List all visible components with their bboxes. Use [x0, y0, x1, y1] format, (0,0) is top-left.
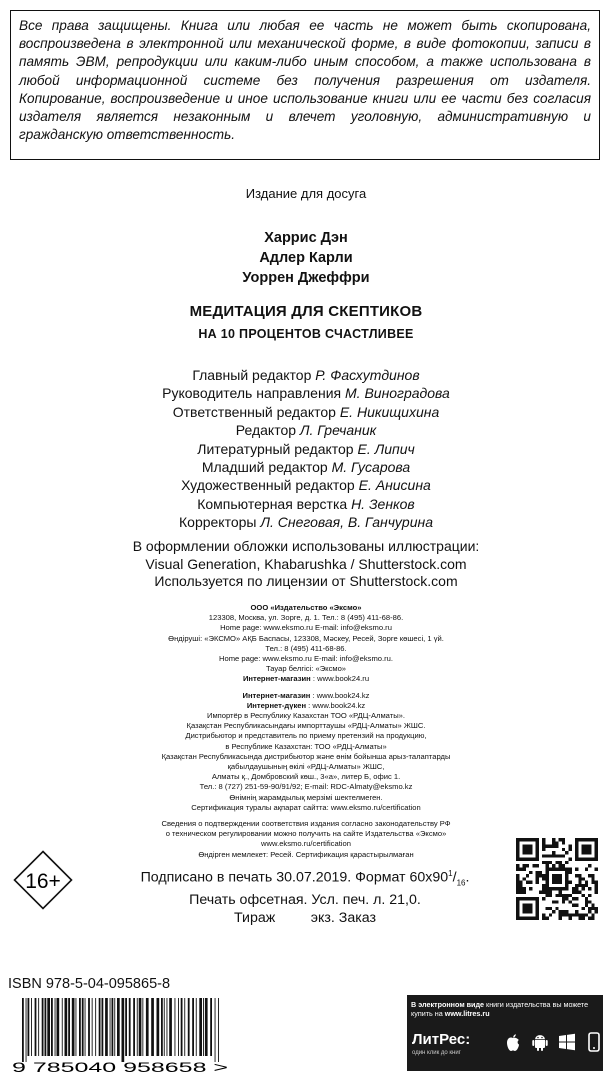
qr-module [588, 900, 591, 903]
qr-module [588, 894, 591, 897]
qr-module [572, 913, 575, 916]
barcode-digits: 9 785040 958658 > [12, 1060, 229, 1074]
qr-module [585, 913, 588, 916]
qr-module [572, 897, 575, 900]
imprint-line: Өндірген мемлекет: Ресей. Сертификация қарастырылмаған [198, 849, 414, 859]
barcode-bar [151, 998, 154, 1056]
barcode-bar [28, 998, 30, 1056]
platform-icons [502, 1031, 605, 1055]
qr-module [575, 890, 578, 893]
qr-module [565, 913, 568, 916]
apple-icon [502, 1031, 524, 1053]
author: Харрис Дэн [264, 230, 348, 246]
qr-module [542, 917, 545, 920]
barcode-bar [35, 998, 37, 1056]
qr-module [555, 841, 558, 844]
qr-module [536, 881, 539, 884]
qr-module [523, 877, 526, 880]
qr-module [546, 890, 549, 893]
qr-module [523, 845, 533, 855]
qr-module [575, 913, 578, 916]
barcode-bar [99, 998, 101, 1056]
qr-module [532, 864, 535, 867]
barcode-bar [133, 998, 135, 1056]
qr-module [559, 917, 562, 920]
barcode-bar [26, 998, 27, 1062]
qr-module [578, 881, 581, 884]
qr-module [591, 877, 594, 880]
qr-module [568, 913, 571, 916]
imprint-line: Сведения о подтверждении соответствия издания согласно законодательству РФ [161, 819, 451, 829]
qr-module [526, 874, 529, 877]
qr-module [568, 868, 571, 871]
qr-module [588, 917, 591, 920]
qr-module [565, 894, 568, 897]
barcode-bar [210, 998, 212, 1056]
qr-module [523, 864, 526, 867]
barcode-bar [68, 998, 70, 1056]
qr-module [542, 874, 545, 877]
qr-module [546, 894, 549, 897]
barcode-bar [125, 998, 127, 1056]
author: Адлер Карли [259, 250, 353, 266]
barcode-bar [164, 998, 165, 1056]
qr-module [559, 854, 562, 857]
qr-module [585, 904, 588, 907]
qr-module [588, 864, 591, 867]
barcode-bar [188, 998, 190, 1056]
qr-module [582, 907, 585, 910]
qr-module [562, 864, 565, 867]
imprint-line: Тауар белгісі: «Эксмо» [265, 664, 347, 674]
qr-module [546, 864, 549, 867]
qr-module [578, 913, 581, 916]
qr-module [572, 904, 575, 907]
qr-module [582, 877, 585, 880]
qr-module [549, 890, 552, 893]
mobile-device-icon [583, 1031, 605, 1053]
qr-module [588, 887, 591, 890]
barcode-bar [79, 998, 81, 1056]
qr-module [578, 884, 581, 887]
barcode-bar [161, 998, 163, 1056]
barcode-bar [38, 998, 39, 1056]
staff-line: Ответственный редактор Е. Никищихина [172, 403, 440, 420]
windows-icon [556, 1031, 578, 1053]
barcode-bar [122, 998, 125, 1062]
qr-module [549, 907, 552, 910]
qr-module [542, 887, 545, 890]
cover-credit-line: Используется по лицензии от Shutterstock.com [154, 573, 458, 590]
qr-module [519, 868, 522, 871]
qr-module [575, 874, 578, 877]
qr-module [555, 854, 558, 857]
barcode-bar [146, 998, 149, 1056]
qr-module [575, 910, 578, 913]
qr-module [591, 917, 594, 920]
qr-module [582, 887, 585, 890]
barcode-bar [129, 998, 131, 1056]
barcode-bar [203, 998, 204, 1056]
qr-module [562, 894, 565, 897]
book-title: МЕДИТАЦИЯ ДЛЯ СКЕПТИКОВ [189, 303, 423, 320]
online-store-kz: Интернет-магазин : www.book24.kz [242, 690, 370, 700]
barcode-bar [114, 998, 115, 1056]
barcode-bar [137, 998, 138, 1056]
barcode-bar [112, 998, 114, 1056]
barcode [8, 996, 233, 1074]
staff-line: Литературный редактор Е. Липич [197, 440, 415, 457]
age-rating-text: 16+ [25, 870, 61, 893]
qr-module [516, 884, 519, 887]
qr-module [585, 868, 588, 871]
staff-line: Художественный редактор Е. Анисина [181, 477, 431, 494]
qr-module [562, 913, 565, 916]
qr-module [546, 861, 549, 864]
qr-module [591, 881, 594, 884]
qr-module [585, 884, 588, 887]
barcode-bar [196, 998, 197, 1056]
qr-module [555, 861, 558, 864]
barcode-bar [102, 998, 104, 1056]
qr-module [542, 841, 545, 844]
qr-module [595, 910, 598, 913]
qr-module [559, 890, 562, 893]
barcode-bar [76, 998, 77, 1056]
qr-module [542, 861, 545, 864]
staff-line: Компьютерная верстка Н. Зенков [197, 495, 415, 512]
barcode-bar [92, 998, 93, 1056]
barcode-bar [184, 998, 185, 1056]
qr-module [568, 848, 571, 851]
qr-module [523, 890, 526, 893]
qr-module [559, 864, 562, 867]
qr-module [588, 910, 591, 913]
barcode-bar [47, 998, 50, 1056]
qr-module [595, 890, 598, 893]
qr-module [529, 881, 532, 884]
litres-logo: ЛитРес: [412, 1031, 471, 1048]
staff-credits [0, 366, 612, 532]
qr-module [516, 877, 519, 880]
barcode-bar [157, 998, 160, 1056]
qr-module [559, 910, 562, 913]
print-details [90, 865, 520, 927]
qr-module [582, 917, 585, 920]
barcode-bar [199, 998, 202, 1056]
barcode-bar [142, 998, 143, 1056]
imprint-line: Қазақстан Республикасында дистрибьютор және өнім бойынша арыз-талаптарды [161, 751, 451, 761]
imprint-line: 123308, Москва, ул. Зорге, д. 1. Тел.: 8 (495) 411-68-86. [208, 613, 404, 623]
qr-module [559, 861, 562, 864]
copyright-notice: Все права защищены. Книга или любая ее часть не может быть скопирована, воспроизведена в электронной или механической форме, в виде фотокопии, записи в память ЭВМ, репродукции или каким-либо иным способом, а также использована в любой информационной системе без получения разрешения от издателя. Копирование, воспроизведение и иное использование книги или ее части без согласия издателя является незаконным и влечет уголовную, административную и гражданскую ответственность. [10, 10, 600, 160]
qr-module [591, 907, 594, 910]
barcode-bar [62, 998, 63, 1056]
barcode-bar [178, 998, 179, 1056]
qr-module [565, 897, 568, 900]
qr-module [529, 887, 532, 890]
qr-module [549, 861, 552, 864]
qr-module [562, 897, 565, 900]
qr-module [552, 874, 562, 884]
cover-credits [0, 538, 612, 591]
qr-module [519, 890, 522, 893]
qr-module [568, 871, 571, 874]
imprint-line: www.eksmo.ru/certification [261, 839, 351, 849]
barcode-bar [55, 998, 56, 1056]
litres-ad-text: В электронном виде книги издательства вы можете купить на www.litres.ru [411, 1000, 589, 1018]
barcode-bar [105, 998, 108, 1056]
qr-module [568, 881, 571, 884]
qr-module [552, 900, 555, 903]
staff-line: Корректоры Л. Снеговая, В. Ганчурина [179, 514, 433, 531]
qr-module [591, 904, 594, 907]
qr-module [591, 913, 594, 916]
qr-module [568, 917, 571, 920]
qr-module [542, 854, 545, 857]
qr-module [536, 864, 539, 867]
qr-module [542, 877, 545, 880]
staff-line: Главный редактор Р. Фасхутдинов [192, 367, 420, 383]
qr-module [595, 907, 598, 910]
qr-module [575, 884, 578, 887]
qr-module [516, 864, 519, 867]
qr-module [578, 874, 581, 877]
qr-module [526, 864, 529, 867]
online-store-ru: Интернет-магазин : www.book24.ru [242, 674, 370, 684]
qr-module [585, 881, 588, 884]
book-subtitle: НА 10 ПРОЦЕНТОВ СЧАСТЛИВЕЕ [198, 327, 414, 341]
qr-module [562, 841, 565, 844]
qr-module [568, 894, 571, 897]
barcode-bar [139, 998, 142, 1056]
qr-module [542, 838, 545, 841]
qr-module [565, 861, 568, 864]
cover-credit-line: Visual Generation, Khabarushka / Shutterstock.com [145, 555, 467, 572]
qr-module [595, 881, 598, 884]
qr-module [539, 890, 542, 893]
barcode-bar [45, 998, 47, 1056]
barcode-bar [218, 998, 219, 1062]
qr-module [516, 887, 519, 890]
qr-module [546, 917, 549, 920]
authors-block [0, 228, 612, 288]
qr-module [519, 887, 522, 890]
imprint-line: Импортёр в Республику Казахстан ТОО «РДЦ-Алматы». [206, 711, 405, 721]
imprint-line: о техническом регулировании можно получить на сайте Издательства «Эксмо» [165, 829, 447, 839]
android-icon [529, 1031, 551, 1053]
qr-module [516, 874, 519, 877]
barcode-bar [175, 998, 176, 1056]
circulation-line: Тираж экз. Заказ [234, 909, 376, 926]
online-shop-kz: Интернет-дүкен : www.book24.kz [246, 700, 366, 710]
barcode-bar [192, 998, 194, 1056]
qr-module [526, 881, 529, 884]
qr-module [536, 874, 539, 877]
staff-line: Руководитель направления М. Виноградова [162, 385, 450, 402]
qr-module [519, 884, 522, 887]
imprint-line: Өнімнің жарамдылық мерзімі шектелмеген. [229, 792, 383, 802]
qr-module [562, 854, 565, 857]
qr-module [549, 894, 552, 897]
barcode-bar [215, 998, 216, 1062]
imprint-line: Алматы қ., Домбровский көш., 3«а», литер Б, офис 1. [211, 772, 401, 782]
qr-module [549, 845, 552, 848]
qr-module [578, 917, 581, 920]
barcode-bar [22, 998, 24, 1062]
qr-module [572, 890, 575, 893]
qr-module [572, 887, 575, 890]
qr-module [559, 838, 562, 841]
imprint-line: Өндіруші: «ЭКСМО» АҚБ Баспасы, 123308, Мәскеу, Ресей, Зорге көшесі, 1 үй. [168, 633, 444, 643]
print-line: Печать офсетная. Усл. печ. л. 21,0. [189, 892, 421, 909]
barcode-bar [65, 998, 68, 1056]
qr-module [523, 904, 533, 914]
qr-module [542, 884, 545, 887]
litres-banner[interactable] [407, 995, 603, 1071]
qr-module [575, 868, 578, 871]
qr-module [552, 838, 555, 841]
qr-module [555, 845, 558, 848]
qr-module [552, 854, 555, 857]
qr-module [552, 851, 555, 854]
staff-line: Редактор Л. Гречаник [235, 422, 377, 439]
barcode-bar [51, 998, 53, 1056]
imprint-line: Тел.: 8 (495) 411-68-86. [265, 643, 347, 653]
qr-module [565, 851, 568, 854]
qr-module [559, 913, 562, 916]
qr-module [582, 894, 585, 897]
qr-module [595, 868, 598, 871]
barcode-bar [88, 998, 90, 1056]
imprint-line: Дистрибьютор и представитель по приему претензий на продукцию, [185, 731, 427, 741]
qr-module [568, 858, 571, 861]
barcode-bar [95, 998, 96, 1056]
qr-module [565, 910, 568, 913]
signed-line: Подписано в печать 30.07.2019. Формат $60х90^1/_{16}$. [140, 869, 470, 888]
qr-module [552, 864, 555, 867]
qr-module [552, 845, 555, 848]
qr-module [536, 871, 539, 874]
qr-module [546, 845, 549, 848]
qr-module [555, 900, 558, 903]
qr-module [546, 907, 549, 910]
barcode-bar [110, 998, 111, 1056]
age-rating-badge [13, 850, 73, 910]
qr-module [559, 894, 562, 897]
qr-module [546, 854, 549, 857]
staff-line: Младший редактор М. Гусарова [201, 459, 411, 476]
isbn: ISBN 978-5-04-095865-8 [8, 976, 171, 992]
qr-code [516, 838, 598, 920]
barcode-bar [72, 998, 75, 1056]
qr-module [562, 910, 565, 913]
qr-module [542, 848, 545, 851]
qr-module [575, 897, 578, 900]
barcode-bar [117, 998, 120, 1056]
qr-module [582, 913, 585, 916]
qr-module [555, 907, 558, 910]
qr-module [536, 877, 539, 880]
qr-module [591, 874, 594, 877]
qr-module [555, 894, 558, 897]
qr-module [578, 890, 581, 893]
qr-module [549, 854, 552, 857]
barcode-bar [57, 998, 60, 1056]
qr-module [523, 868, 526, 871]
imprint-line: в Республике Казахстан: ТОО «РДЦ-Алматы» [225, 741, 387, 751]
barcode-bar [82, 998, 84, 1056]
imprint-line: Home page: www.eksmo.ru E-mail: info@eksmo.ru [220, 623, 392, 633]
qr-module [516, 868, 519, 871]
litres-tagline: один клик до книг [412, 1050, 461, 1056]
qr-module [542, 913, 545, 916]
barcode-bar [85, 998, 86, 1056]
qr-module [562, 900, 565, 903]
author: Уоррен Джеффри [242, 270, 370, 286]
qr-module [585, 897, 588, 900]
qr-module [568, 900, 571, 903]
qr-module [585, 900, 588, 903]
barcode-bar [169, 998, 172, 1056]
qr-module [588, 874, 591, 877]
edition-type: Издание для досуга [245, 186, 367, 201]
qr-module [529, 871, 532, 874]
qr-module [516, 890, 519, 893]
qr-module [582, 884, 585, 887]
qr-module [542, 897, 545, 900]
qr-module [552, 841, 555, 844]
qr-module [582, 845, 592, 855]
qr-module [575, 904, 578, 907]
qr-module [549, 913, 552, 916]
qr-module [542, 890, 545, 893]
imprint-line: Тел.: 8 (727) 251-59-90/91/92; E-mail: RDC-Almaty@eksmo.kz [199, 782, 413, 792]
imprint-line: Қазақстан Республикасындағы импорттаушы «РДЦ-Алматы» ЖШС. [186, 721, 426, 731]
cover-credit-line: В оформлении обложки использованы иллюстрации: [132, 538, 480, 554]
barcode-bar [42, 998, 44, 1056]
barcode-bar [205, 998, 208, 1056]
qr-module [595, 884, 598, 887]
qr-module [539, 871, 542, 874]
barcode-bar [167, 998, 168, 1056]
qr-module [539, 874, 542, 877]
qr-module [575, 887, 578, 890]
imprint-line: Сертификация туралы ақпарат сайтта: www.eksmo.ru/certification [191, 802, 421, 812]
qr-module [519, 881, 522, 884]
publisher-name: ООО «Издательство «Эксмо» [250, 603, 362, 612]
qr-module [568, 845, 571, 848]
imprint-line: Home page: www.eksmo.ru E-mail: info@eksmo.ru. [219, 654, 393, 664]
qr-module [595, 887, 598, 890]
qr-module [562, 838, 565, 841]
qr-module [552, 910, 555, 913]
qr-module [588, 907, 591, 910]
qr-module [516, 881, 519, 884]
qr-module [562, 848, 565, 851]
qr-module [523, 887, 526, 890]
barcode-bar [31, 998, 32, 1056]
barcode-bar [181, 998, 183, 1056]
imprint-line: қабылдаушының өкілі «РДЦ-Алматы» ЖШС, [227, 762, 385, 772]
qr-module [542, 845, 545, 848]
imprint-block [0, 603, 612, 860]
qr-module [578, 877, 581, 880]
